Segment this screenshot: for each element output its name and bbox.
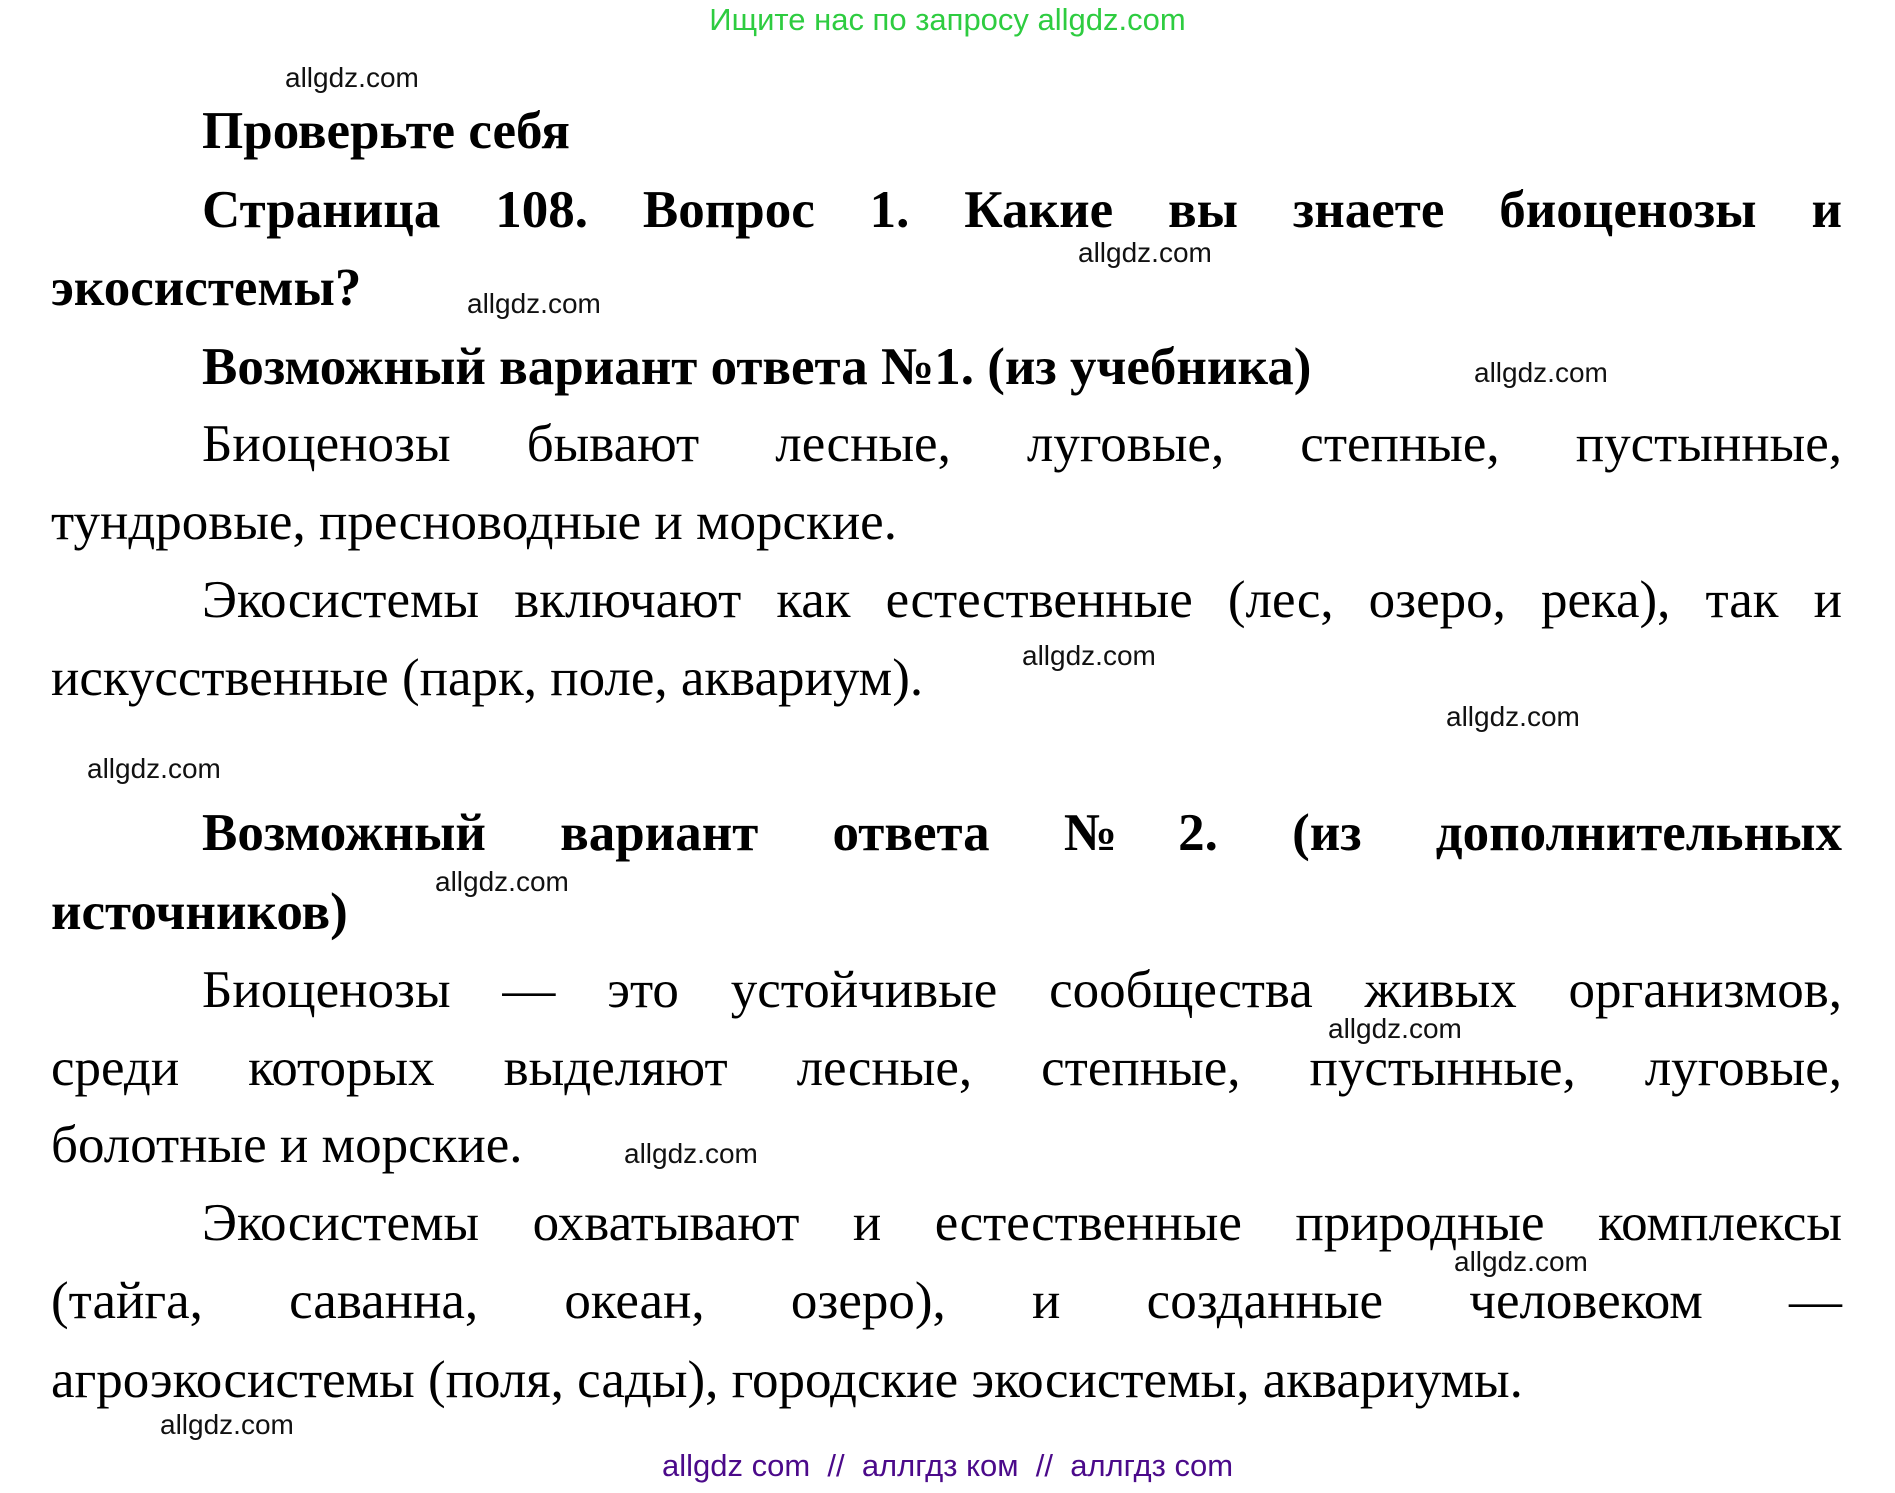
paragraph-line: Экосистемы включают как естественные (лес, озеро, река), так и <box>202 571 1842 629</box>
paragraph-line: Биоценозы — это устойчивые сообщества живых организмов, <box>202 961 1842 1019</box>
watermark: allgdz.com <box>624 1138 758 1169</box>
watermark: allgdz.com <box>1454 1246 1588 1277</box>
section-title: Проверьте себя <box>202 102 570 160</box>
answer-2-heading: Возможный вариант ответа №2. (из дополнительных <box>202 804 1842 862</box>
answer-2-heading-cont: источников) <box>51 883 348 941</box>
watermark: allgdz.com <box>1474 357 1608 388</box>
paragraph-line: Экосистемы охватывают и естественные природные комплексы <box>202 1194 1842 1252</box>
watermark: allgdz.com <box>160 1409 294 1440</box>
watermark: allgdz.com <box>1446 701 1580 732</box>
watermark: allgdz.com <box>467 288 601 319</box>
answer-1-heading: Возможный вариант ответа №1. (из учебника) <box>202 338 1312 396</box>
paragraph-line: Биоценозы бывают лесные, луговые, степные, пустынные, <box>202 415 1842 473</box>
watermark: allgdz.com <box>1022 640 1156 671</box>
site-banner: Ищите нас по запросу allgdz.com <box>709 2 1186 37</box>
question-heading-cont: экосистемы? <box>51 259 362 317</box>
paragraph-line: среди которых выделяют лесные, степные, пустынные, луговые, <box>51 1039 1842 1097</box>
question-heading: Страница 108. Вопрос 1. Какие вы знаете биоценозы и <box>202 181 1842 239</box>
watermark: allgdz.com <box>87 753 221 784</box>
paragraph-line: тундровые, пресноводные и морские. <box>51 493 897 551</box>
watermark: allgdz.com <box>1328 1013 1462 1044</box>
paragraph-line: искусственные (парк, поле, аквариум). <box>51 649 924 707</box>
paragraph-line: агроэкосистемы (поля, сады), городские экосистемы, аквариумы. <box>51 1351 1523 1409</box>
paragraph-line: болотные и морские. <box>51 1116 523 1174</box>
paragraph-line: (тайга, саванна, океан, озеро), и созданные человеком — <box>51 1272 1842 1330</box>
watermark: allgdz.com <box>435 866 569 897</box>
watermark: allgdz.com <box>285 62 419 93</box>
watermark: allgdz.com <box>1078 237 1212 268</box>
footer-banner: allgdz com // аллгдз ком // аллгдз com <box>661 1448 1234 1483</box>
